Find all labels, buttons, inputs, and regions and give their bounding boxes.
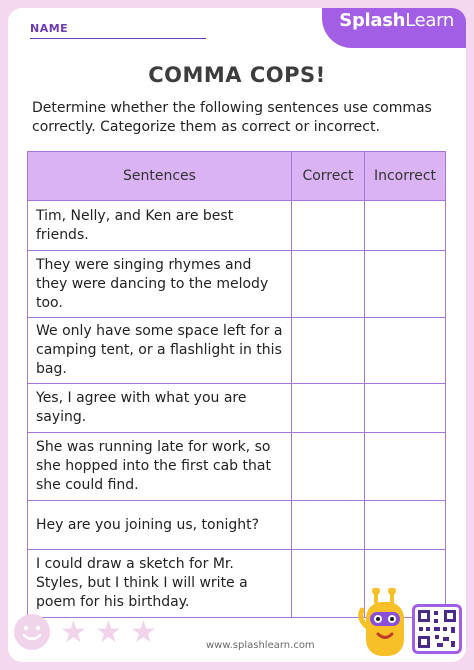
- qr-code-icon: [412, 604, 462, 654]
- incorrect-cell[interactable]: [365, 384, 446, 433]
- smiley-icon: [14, 614, 50, 650]
- col-header-sentences: Sentences: [28, 152, 292, 201]
- footer-url: www.splashlearn.com: [206, 640, 315, 651]
- brand-bold: Splash: [339, 10, 406, 31]
- correct-cell[interactable]: [292, 501, 365, 550]
- sentence-cell: Hey are you joining us, tonight?: [28, 501, 292, 550]
- sentence-cell: Tim, Nelly, and Ken are best friends.: [28, 201, 292, 251]
- brand-banner: [322, 8, 466, 48]
- correct-cell[interactable]: [292, 433, 365, 501]
- correct-cell[interactable]: [292, 251, 365, 318]
- page-title: COMMA COPS!: [148, 63, 326, 87]
- col-header-incorrect: Incorrect: [365, 152, 446, 201]
- correct-cell[interactable]: [292, 318, 365, 384]
- table-row: [28, 318, 446, 384]
- incorrect-cell[interactable]: [365, 501, 446, 550]
- instructions: Determine whether the following sentences use commas correctly. Categorize them as correct or incorrect.: [32, 100, 432, 135]
- table-row: [28, 384, 446, 433]
- correct-cell[interactable]: [292, 201, 365, 251]
- star-icon: ★: [60, 615, 87, 650]
- sentence-cell: Yes, I agree with what you are saying.: [28, 384, 292, 433]
- star-icon: ★: [130, 615, 157, 650]
- star-icon: ★: [95, 615, 122, 650]
- sentence-cell: We only have some space left for a camping tent, or a flashlight in this bag.: [28, 318, 292, 384]
- splashlearn-logo: [339, 10, 454, 31]
- table-row: [28, 201, 446, 251]
- sentence-cell: I could draw a sketch for Mr. Styles, but I think I will write a poem for his birthday.: [28, 550, 292, 618]
- table-row: [28, 433, 446, 501]
- incorrect-cell[interactable]: [365, 251, 446, 318]
- worksheet: [8, 8, 466, 662]
- incorrect-cell[interactable]: [365, 433, 446, 501]
- table-row: [28, 501, 446, 550]
- col-header-correct: Correct: [292, 152, 365, 201]
- name-label: NAME: [30, 22, 69, 35]
- table-row: [28, 251, 446, 318]
- table-header-row: [28, 152, 446, 201]
- brand-regular: Learn: [405, 10, 454, 31]
- mascot-icon: [358, 588, 412, 658]
- name-line[interactable]: [30, 38, 206, 39]
- correct-cell[interactable]: [292, 550, 365, 618]
- sentence-cell: She was running late for work, so she hopped into the first cab that she could find.: [28, 433, 292, 501]
- incorrect-cell[interactable]: [365, 201, 446, 251]
- sentence-table: [27, 151, 446, 618]
- sentence-cell: They were singing rhymes and they were dancing to the melody too.: [28, 251, 292, 318]
- correct-cell[interactable]: [292, 384, 365, 433]
- incorrect-cell[interactable]: [365, 318, 446, 384]
